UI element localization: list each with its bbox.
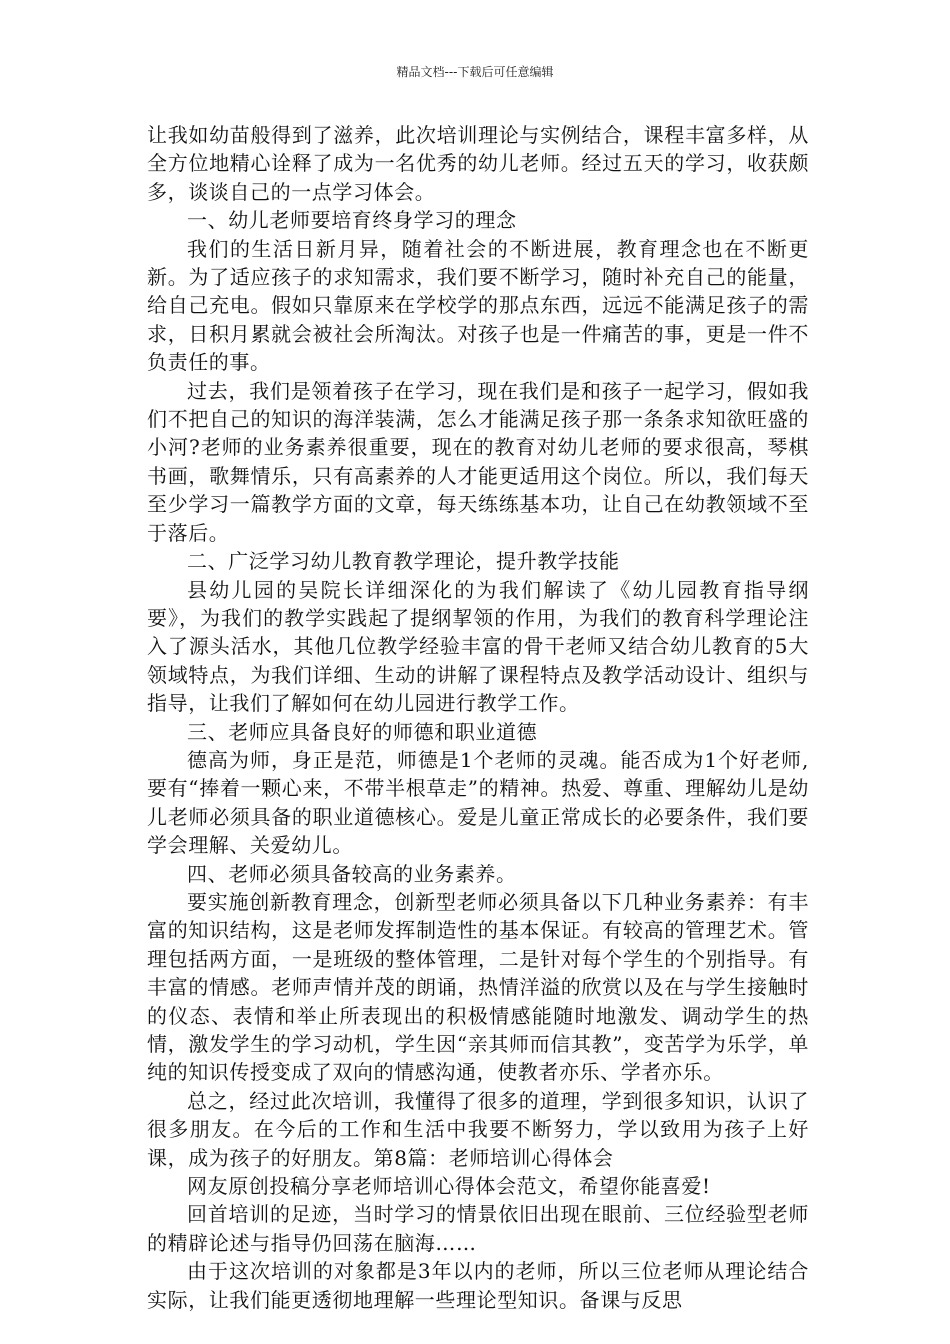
paragraph: 让我如幼苗般得到了滋养，此次培训理论与实例结合，课程丰富多样，从全方位地精心诠释了成为一名优秀的幼儿老师。经过五天的学习，收获颇多，谈谈自己的一点学习体会。 <box>147 123 809 204</box>
paragraph: 我们的生活日新月异，随着社会的不断进展，教育理念也在不断更新。为了适应孩子的求知需求，我们要不断学习，随时补充自己的能量，给自己充电。假如只靠原来在学校学的那点东西，远远不能满足孩子的需求，日积月累就会被社会所淘汰。对孩子也是一件痛苦的事，更是一件不负责任的事。 <box>147 236 809 375</box>
section-heading: 二、广泛学习幼儿教育教学理论，提升教学技能 <box>187 549 620 574</box>
paragraph: 网友原创投稿分享老师培训心得体会范文，希望你能喜爱! <box>187 1174 711 1199</box>
paragraph: 总之，经过此次培训，我懂得了很多的道理，学到很多知识，认识了很多朋友。在今后的工作和生活中我要不断努力，学以致用为孩子上好课，成为孩子的好朋友。第8篇：老师培训心得体会 <box>147 1088 809 1170</box>
section-heading: 三、老师应具备良好的师德和职业道德 <box>187 719 538 744</box>
paragraph: 过去，我们是领着孩子在学习，现在我们是和孩子一起学习，假如我们不把自己的知识的海洋装满，怎么才能满足孩子那一条条求知欲旺盛的小河?老师的业务素养很重要，现在的教育对幼儿老师的要求很高，琴棋书画，歌舞情乐，只有高素养的人才能更适用这个岗位。所以，我们每天至少学习一篇教学方面的文章，每天练练基本功，让自己在幼教领域不至于落后。 <box>147 378 810 545</box>
document-body <box>147 121 809 1314</box>
paragraph: 要实施创新教育理念，创新型老师必须具备以下几种业务素养：有丰富的知识结构，这是老师发挥制造性的基本保证。有较高的管理艺术。管理包括两方面，一是班级的整体管理，二是针对每个学生的个别指导。有丰富的情感。老师声情并茂的朗诵，热情洋溢的欣赏以及在与学生接触时的仪态、表情和举止所表现出的积极情感能随时地激发、调动学生的热情，激发学生的学习动机，学生因“亲其师而信其教”，变苦学为乐学，单纯的知识传授变成了双向的情感沟通，使教者亦乐、学者亦乐。 <box>147 889 809 1085</box>
paragraph: 回首培训的足迹，当时学习的情景依旧出现在眼前、三位经验型老师的精辟论述与指导仍回荡在脑海…… <box>147 1202 809 1255</box>
paragraph: 县幼儿园的吴院长详细深化的为我们解读了《幼儿园教育指导纲要》，为我们的教学实践起了提纲挈领的作用，为我们的教育科学理论注入了源头活水，其他几位教学经验丰富的骨干老师又结合幼儿教育的5大领域特点，为我们详细、生动的讲解了课程特点及教学活动设计、组织与指导，让我们了解如何在幼儿园进行教学工作。 <box>147 577 809 716</box>
page-header: 精品文档---下载后可任意编辑 <box>396 65 554 79</box>
paragraph: 德高为师，身正是范，师德是1个老师的灵魂。能否成为1个好老师,要有“捧着一颗心来，不带半根草走”的精神。热爱、尊重、理解幼儿是幼儿老师必须具备的职业道德核心。爱是儿童正常成长的必要条件，我们要学会理解、关爱幼儿。 <box>147 747 809 858</box>
paragraph: 由于这次培训的对象都是3年以内的老师，所以三位老师从理论结合实际，让我们能更透彻地理解一些理论型知识。备课与反思 <box>147 1259 809 1312</box>
section-heading: 一、幼儿老师要培育终身学习的理念 <box>187 208 517 233</box>
section-heading: 四、老师必须具备较高的业务素养。 <box>187 861 517 886</box>
